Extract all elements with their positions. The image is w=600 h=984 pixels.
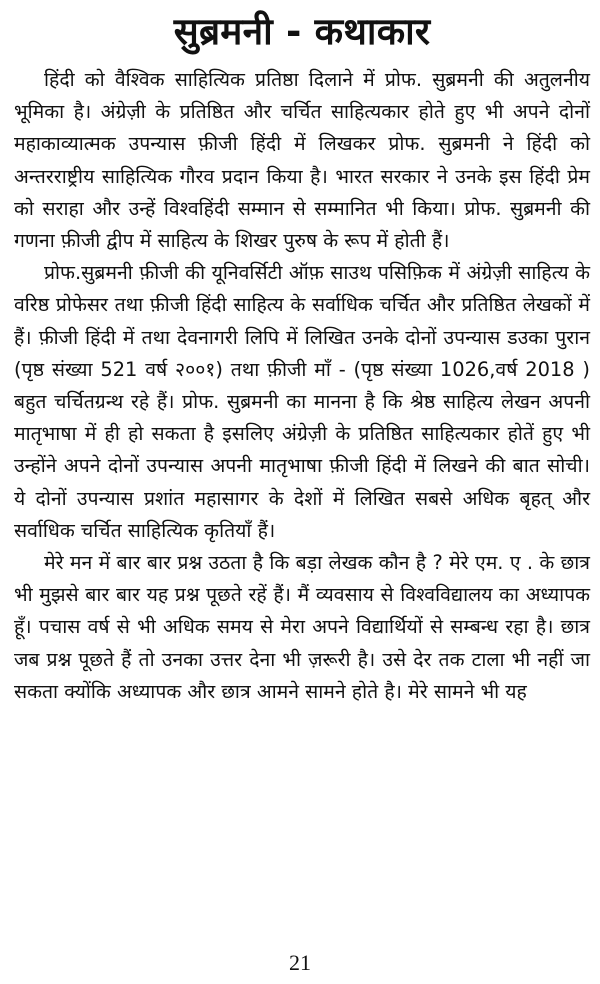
paragraph-1: हिंदी को वैश्विक साहित्यिक प्रतिष्ठा दिलाने में प्रोफ. सुब्रमनी की अतुलनीय भूमिका है। अंग्रेज़ी के प्रतिष्ठित और चर्चित साहित्यकार होते हुए भी अपने दोनों महाकाव्यात्मक उपन्यास फ़ीजी हिंदी में लिखकर प्रोफ. सुब्रमनी ने हिंदी को अन्तरराष्ट्रीय साहित्यिक गौरव प्रदान किया है। भारत सरकार ने उनके इस हिंदी प्रेम को सराहा और उन्हें विश्वहिंदी सम्मान से सम्मानित भी किया। प्रोफ. सुब्रमनी की गणना फ़ीजी द्वीप में साहित्य के शिखर पुरुष के रूप में होती हैं। (14, 68, 590, 253)
paragraph-2: प्रोफ.सुब्रमनी फ़ीजी की यूनिवर्सिटी ऑफ़ साउथ पसिफ़िक में अंग्रेज़ी साहित्य के वरिष्ठ प्रोफेसर तथा फ़ीजी हिंदी साहित्य के सर्वाधिक चर्चित और प्रतिष्ठित लेखकों में हैं। फ़ीजी हिंदी में तथा देवनागरी लिपि में लिखित उनके दोनों उपन्यास डउका पुरान (पृष्ठ संख्या 521 वर्ष २००१) तथा फ़ीजी माँ - (पृष्ठ संख्या 1026,वर्ष 2018 ) बहुत चर्चितग्रन्थ रहे हैं। प्रोफ. सुब्रमनी का मानना है कि श्रेष्ठ साहित्य लेखन अपनी मातृभाषा में ही हो सकता है इसलिए अंग्रेज़ी के प्रतिष्ठित साहित्यकार होतें हुए भी उन्होंने अपने दोनों उपन्यास अपनी मातृभाषा फ़ीजी हिंदी में लिखने की बात सोची। ये दोनों उपन्यास प्रशांत महासागर के देशों में लिखित सबसे अधिक बृहत् और सर्वाधिक चर्चित साहित्यिक कृतियाँ हैं। (14, 261, 590, 542)
page-number: 21 (289, 950, 311, 975)
chapter-title: सुब्रमनी - कथाकार (173, 10, 431, 53)
body-text (14, 64, 590, 708)
paragraph-3: मेरे मन में बार बार प्रश्न उठता है कि बड़ा लेखक कौन है ? मेरे एम. ए . के छात्र भी मुझसे बार बार यह प्रश्न पूछते रहें हैं। मैं व्यवसाय से विश्वविद्यालय का अध्यापक हूँ। पचास वर्ष से भी अधिक समय से मेरा अपने विद्यार्थियों से सम्बन्ध रहा है। छात्र जब प्रश्न पूछते हैं तो उनका उत्तर देना भी ज़रूरी है। उसे देर तक टाला भी नहीं जा सकता क्योंकि अध्यापक और छात्र आमने सामने होते है। मेरे सामने भी यह (14, 551, 590, 703)
